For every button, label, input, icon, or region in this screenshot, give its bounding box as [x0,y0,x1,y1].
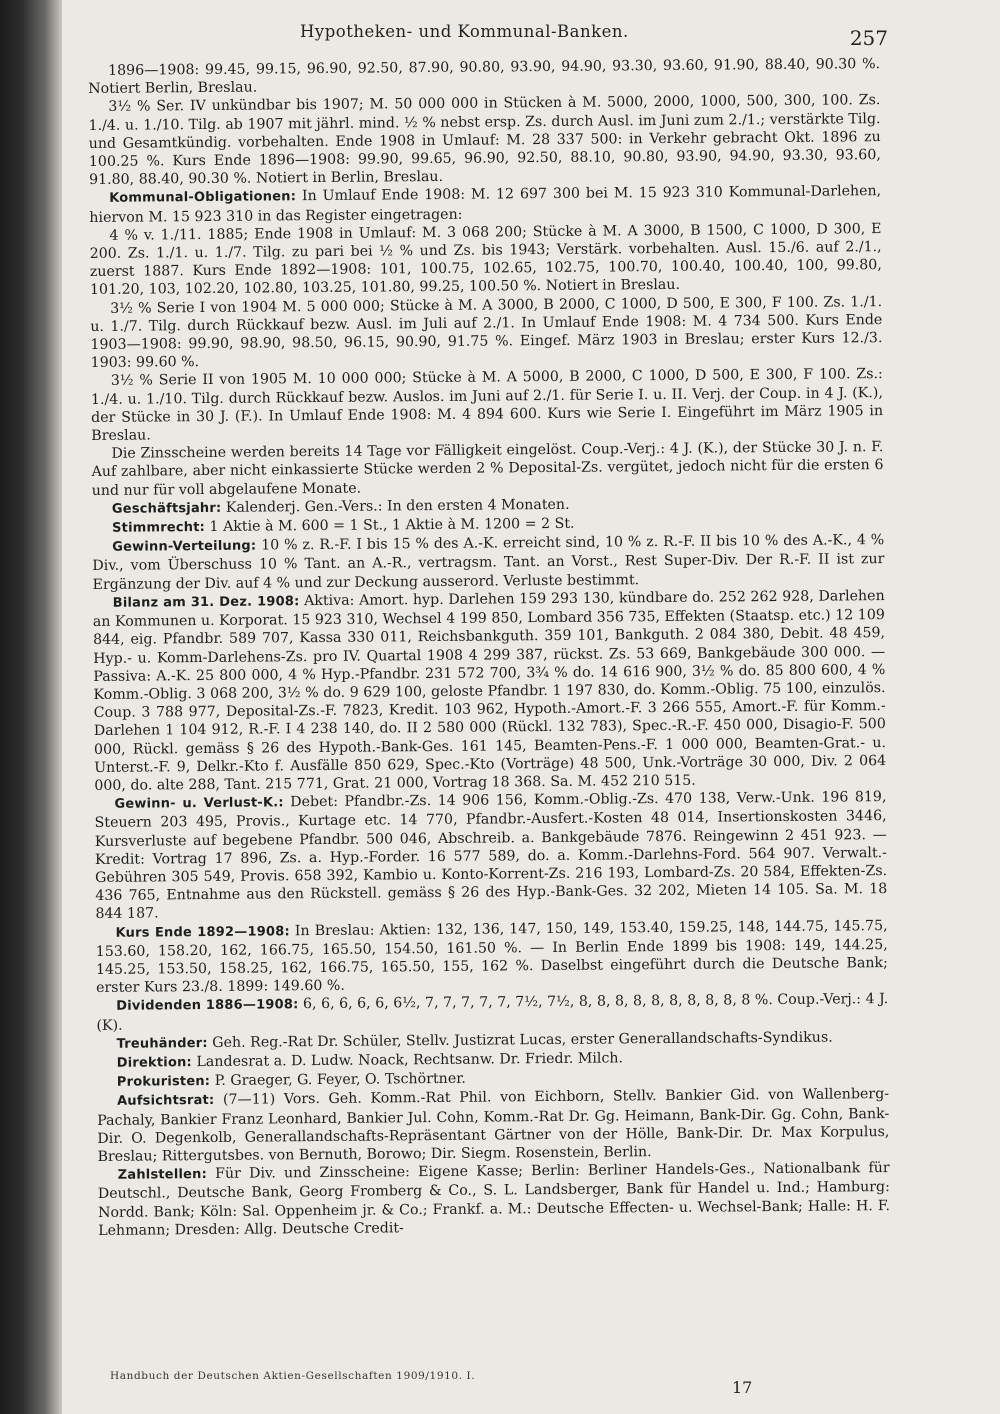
paragraph-text: 4 % v. 1./11. 1885; Ende 1908 in Umlauf: M. 3 068 200; Stücke à M. A 3000, B 1500, C 1000, D 300, E 200. Zs. 1./1. u. 1./7. Tilg. zu pari bei ½ % und Zs. bis 1943; Verstärk. vorbehalten. Ausl. 15./6. auf 2./1., zuerst 1887. Kurs Ende 1892—1908: 101, 100.75, 102.65, 102.75, 100.70, 100.40, 100.40, 100, 99.80, 101.20, 103, 102.20, 102.80, 103.25, 101.80, 99.25, 100.50 %. Notiert in Breslau. [89,220,882,299]
paragraph-text: Aktiva: Amort. hyp. Darlehen 159 293 130, kündbare do. 252 262 928, Darlehen an Kommunen u. Korporat. 15 923 310, Wechsel 4 199 850, Lombard 356 735, Effekten (Staatsp. etc.) 12 109 844, eig. Pfandbr. 589 707, Kassa 330 011, Reichsbankguth. 359 101, Bankguth. 2 084 380, Debit. 48 459, Hyp.- u. Komm-Darlehens-Zs. pro IV. Quartal 1908 4 299 387, rückst. Zs. 53 669, Bankgebäude 300 000. — Passiva: A.-K. 25 800 000, 4 % Hyp.-Pfandbr. 231 572 700, 3¾ % do. 14 616 900, 3½ % do. 85 800 600, 4 % Komm.-Oblig. 3 068 200, 3½ % do. 9 629 100, geloste Pfandbr. 1 197 830, do. Komm.-Oblig. 75 100, einzulös. Coup. 3 788 977, Deposital-Zs.-F. 7823, Kredit. 103 962, Hypoth.-Amort.-F. 3 266 555, Amort.-F. für Komm.-Darlehen 1 104 912, R.-F. I 4 238 140, do. II 2 580 000 (Rückl. 132 783), Spec.-R.-F. 450 000, Disagio-F. 500 000, Rückl. gemäss § 26 des Hypoth.-Bank-Ges. 161 145, Beamten-Pens.-F. 1 000 000, Beamten-Grat.- u. Unterst.-F. 9, Delkr.-Kto f. Ausfälle 850 629, Spec.-Kto (Vorträge) 48 500, Unk.-Vorträge 30 000, Div. 2 064 000, do. alte 288, Tant. 215 771, Grat. 21 000, Vortrag 18 368. Sa. M. 452 210 515. [92,587,887,794]
paragraph-text: Die Zinsscheine werden bereits 14 Tage vor Fälligkeit eingelöst. Coup.-Verj.: 4 J. (K.), der Stücke 30 J. n. F. Auf zahlbare, aber nicht einkassierte Stücke werden 2 % Deposital-Zs. vergütet, jedoch nicht für die ersten 6 und nur für voll abgelaufene Monate. [91,439,884,499]
running-header: Hypotheken- und Kommunal-Banken. [300,22,629,41]
section-label: Treuhänder: [116,1035,208,1052]
section-label: Direktion: [116,1055,192,1071]
paragraph-text: 3½ % Serie I von 1904 M. 5 000 000; Stücke à M. A 3000, B 2000, C 1000, D 500, E 300, F 100. Zs. 1./1. u. 1./7. Tilg. durch Rückkauf bezw. Ausl. im Juli auf 2./1. In Umlauf Ende 1908: M. 4 734 500. Kurs Ende 1903—1908: 99.90, 98.90, 98.50, 96.15, 90.90, 91.75 %. Eingef. März 1903 in Breslau; erster Kurs 12./3. 1903: 99.60 %. [90,293,883,372]
paragraph-text: 3½ % Serie II von 1905 M. 10 000 000; Stücke à M. A 5000, B 2000, C 1000, D 500, E 300, F 100. Zs.: 1./4. u. 1./10. Tilg. durch Rückkauf bezw. Auslos. im Juni auf 2./1. für Serie I. u. II. Verj. der Coup. in 4 J. (K.), der Stücke in 30 J. (F.). In Umlauf Ende 1908: M. 4 894 600. Kurs wie Serie I. Eingeführt im März 1905 in Breslau. [90,366,884,445]
book-spine-shadow [0,0,62,1414]
paragraph [98,1159,891,1240]
section-label: Geschäftsjahr: [111,500,222,517]
paragraph-text: (7—11) Vors. Geh. Komm.-Rat Phil. von Eichborn, Stellv. Bankier Gid. von Wallenberg-Pachaly, Bankier Franz Leonhard, Bankier Jul. Cohn, Komm.-Rat Dr. Gg. Heimann, Bank-Dir. Gg. Cohn, Bank-Dir. O. Degenkolb, Generallandschafts-Repräsentant Gärtner von der Hölle, Bank-Dir. Dr. Max Korpulus, Breslau; Rittergutsbes. von Bernuth, Borowo; Dir. Siegm. Rosenstein, Berlin. [97,1086,890,1165]
section-label: Gewinn-Verteilung: [112,538,257,556]
paragraph-text: 10 % z. R.-F. I bis 15 % des A.-K. erreicht sind, 10 % z. R.-F. II bis 10 % des A.-K., 4 % Div., vom Überschuss 10 % Tant. an A.-R., vertragsm. Tant. an Vorst., Rest Super-Div. Der R.-F. II ist zur Ergänzung der Div. auf 4 % und zur Deckung ausserord. Verluste bestimmt. [92,532,885,593]
paragraph-text: Debet: Pfandbr.-Zs. 14 906 156, Komm.-Oblig.-Zs. 470 138, Verw.-Unk. 196 819, Steuern 203 495, Provis., Kurtage etc. 14 770, Pfandbr.-Ausfert.-Kosten 48 014, Insertionskosten 3446, Kursverluste auf begebene Pfandbr. 500 046, Abschreib. a. Bankgebäude 7876. Reingewinn 2 451 923. — Kredit: Vortrag 17 896, Zs. a. Hyp.-Forder. 16 577 589, do. a. Komm.-Darlehns-Ford. 564 907. Verwalt.-Gebühren 305 549, Provis. 658 392, Kambio u. Konto-Korrent-Zs. 216 193, Lombard-Zs. 20 584, Effekten-Zs. 436 765, Entnahme aus den Rückstell. gemäss § 26 des Hyp.-Bank-Ges. 32 202, Mieten 14 105. Sa. M. 18 844 187. [94,789,888,923]
paragraph-text: P. Graeger, G. Feyer, O. Tschörtner. [214,1070,466,1090]
paragraph [94,788,887,923]
section-label: Kurs Ende 1892—1908: [115,923,290,941]
paragraph-text: Geh. Reg.-Rat Dr. Schüler, Stellv. Justizrat Lucas, erster Generallandschafts-Syndikus. [212,1029,833,1051]
section-label: Prokuristen: [116,1074,211,1090]
paragraph [96,917,889,998]
section-label: Aufsichtsrat: [117,1093,215,1110]
paragraph-text: In Umlauf Ende 1908: M. 12 697 300 bei M. 15 923 310 Kommunal-Darlehen, hiervon M. 15 923 310 in das Register eingetragen: [89,183,882,226]
paragraph [93,587,887,795]
section-label: Gewinn- u. Verlust-K.: [114,795,284,812]
paragraph-text: Landesrat a. D. Ludw. Noack, Rechtsanw. Dr. Friedr. Milch. [196,1050,624,1071]
paragraph [89,220,882,300]
section-label: Kommunal-Obligationen: [109,189,297,207]
body-text [88,55,890,1240]
paragraph-text: 6, 6, 6, 6, 6, 6½, 7, 7, 7, 7, 7, 7½, 7½, 8, 8, 8, 8, 8, 8, 8, 8, 8, 8 %. Coup.-Verj.: 4 J. (K). [96,991,889,1034]
paragraph-text: 1 Aktie à M. 600 = 1 St., 1 Aktie à M. 1200 = 2 St. [209,515,575,536]
paragraph-text: Für Div. und Zinsscheine: Eigene Kasse; Berlin: Berliner Handels-Ges., Nationalbank für Deutschl., Deutsche Bank, Georg Fromberg & Co., S. L. Landsberger, Bank für Handel u. Ind.; Hamburg: Nordd. Bank; Köln: Sal. Oppenheim jr. & Co.; Frankf. a. M.: Deutsche Effecten- u. Wechsel-Bank; Halle: H. F. Lehmann; Dresden: Allg. Deutsche Credit- [97,1160,891,1239]
paragraph-text: Kalenderj. Gen.-Vers.: In den ersten 4 Monaten. [225,496,570,516]
paragraph [97,1085,890,1166]
section-label: Stimmrecht: [112,520,206,536]
paragraph-text: 1896—1908: 99.45, 99.15, 96.90, 92.50, 87.90, 90.80, 93.90, 94.90, 93.30, 93.60, 91.90, 88.40, 90.30 %. Notiert Berlin, Breslau. [88,56,881,98]
paragraph [91,438,883,500]
section-label: Dividenden 1886—1908: [116,997,299,1015]
section-label: Bilanz am 31. Dez. 1908: [112,594,300,611]
paragraph [90,293,883,373]
paragraph [91,366,884,446]
page-number: 257 [849,26,888,50]
footer-title: Handbuch der Deutschen Aktien-Gesellschaften 1909/1910. I. [110,1370,476,1382]
paragraph-text: In Breslau: Aktien: 132, 136, 147, 150, 149, 153.40, 159.25, 148, 144.75, 145.75, 153.60, 158.20, 162, 166.75, 165.50, 154.50, 161.50 %. — In Berlin Ende 1899 bis 1908: 149, 144.25, 145.25, 153.50, 158.25, 162, 166.75, 165.50, 155, 162 %. Daselbst eingeführt durch die Deutsche Bank; erster Kurs 23./8. 1899: 149.60 %. [95,917,888,997]
paragraph [92,531,884,594]
section-label: Zahlstellen: [117,1167,208,1183]
signature-mark: 17 [732,1378,753,1397]
paragraph-text: 3½ % Ser. IV unkündbar bis 1907; M. 50 000 000 in Stücken à M. 5000, 2000, 1000, 500, 300, 100. Zs. 1./4. u. 1./10. Tilg. ab 1907 mit jährl. mind. ½ % nebst ersp. Zs. durch Ausl. im Juni zum 2./1.; verstärkte Tilg. und Gesamtkündig. vorbehalten. Ende 1908 in Umlauf: M. 28 337 500: in Verkehr gebracht Okt. 1896 zu 100.25 %. Kurs Ende 1896—1908: 99.90, 99.65, 96.90, 92.50, 88.10, 90.80, 93.90, 94.90, 93.30, 93.60, 91.80, 88.40, 90.30 %. Notiert in Berlin, Breslau. [88,92,881,189]
paragraph [88,91,881,189]
